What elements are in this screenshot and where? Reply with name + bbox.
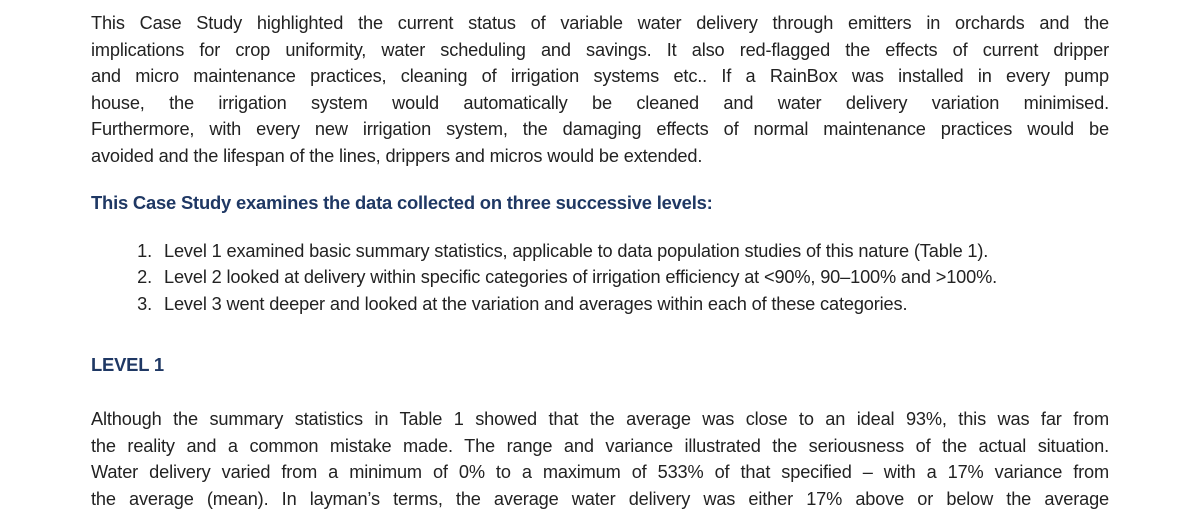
level-1-line: the reality and a common mistake made. The range and variance illustrated the seriousness of the actual situation.	[91, 435, 1109, 456]
list-number: 2.	[137, 267, 152, 288]
level-1-heading: LEVEL 1	[91, 354, 164, 375]
list-text: Level 1 examined basic summary statistics, applicable to data population studies of this nature (Table 1).	[164, 241, 989, 261]
section-subtitle: This Case Study examines the data collected on three successive levels:	[91, 192, 713, 213]
list-text: Level 2 looked at delivery within specific categories of irrigation efficiency at <90%, 90–100% and >100%.	[164, 267, 998, 288]
intro-line: This Case Study highlighted the current status of variable water delivery through emitters in orchards and the	[91, 13, 1109, 33]
intro-line: and micro maintenance practices, cleaning of irrigation systems etc.. If a RainBox was installed in every pump	[91, 66, 1109, 87]
level-1-line: Although the summary statistics in Table 1 showed that the average was close to an ideal 93%, this was far from	[91, 409, 1109, 429]
list-item	[91, 238, 997, 264]
intro-line: house, the irrigation system would automatically be cleaned and water delivery variation minimised.	[91, 92, 1109, 113]
list-number: 3.	[137, 293, 152, 314]
document-page	[91, 10, 1109, 509]
list-item	[91, 291, 997, 317]
list-text: Level 3 went deeper and looked at the variation and averages within each of these categories.	[164, 293, 908, 314]
level-1-paragraph	[91, 406, 1109, 512]
level-1-line: the average (mean). In layman’s terms, the average water delivery was either 17% above or below the average	[91, 488, 1109, 509]
intro-paragraph	[91, 10, 1109, 170]
levels-list	[91, 238, 997, 317]
intro-line: avoided and the lifespan of the lines, drippers and micros would be extended.	[91, 145, 703, 166]
intro-line: implications for crop uniformity, water scheduling and savings. It also red-flagged the effects of current dripper	[91, 39, 1109, 60]
list-item	[91, 264, 997, 290]
level-1-line: Water delivery varied from a minimum of 0% to a maximum of 533% of that specified – with a 17% variance from	[91, 462, 1109, 483]
list-number: 1.	[137, 241, 152, 261]
intro-line: Furthermore, with every new irrigation system, the damaging effects of normal maintenance practices would be	[91, 119, 1109, 140]
